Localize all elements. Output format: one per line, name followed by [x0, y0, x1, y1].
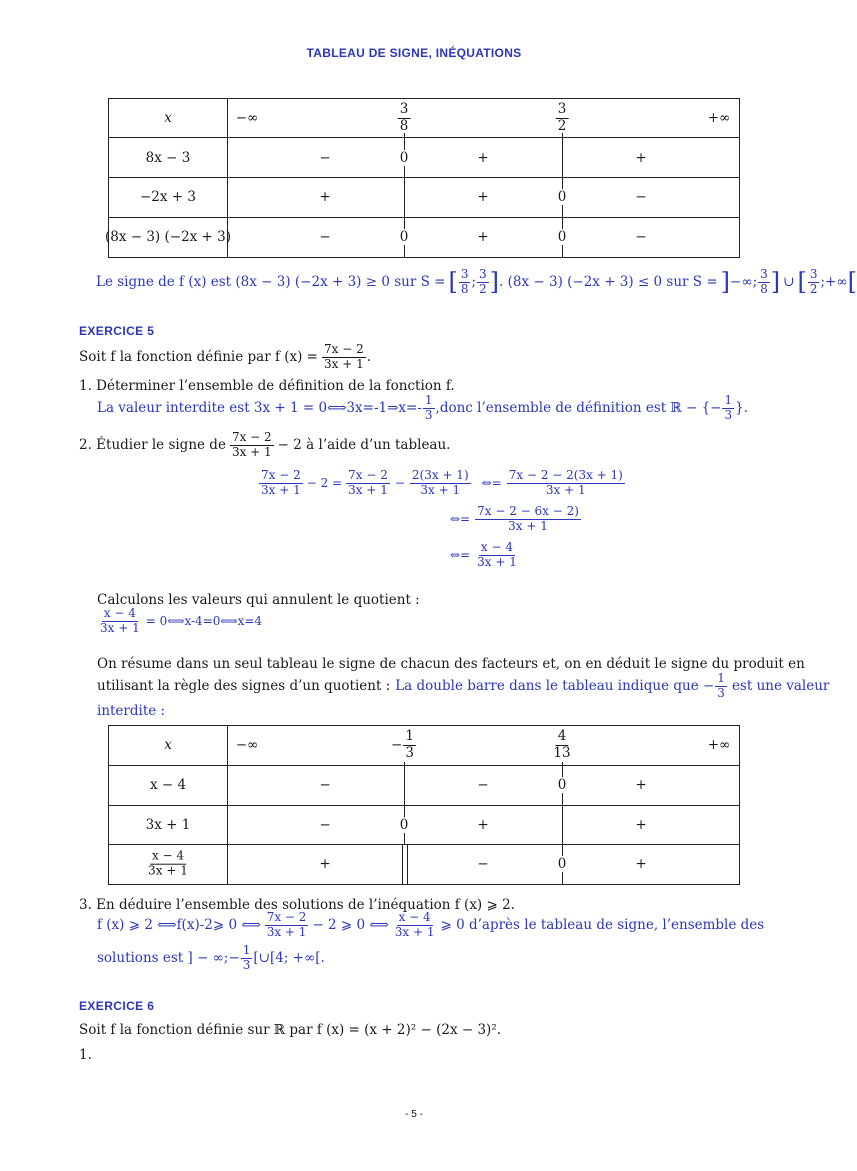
root-minus-1-3: − $\frac{1}{3}$ — [391, 727, 414, 761]
calc-line-3: ⇔= $\frac{x - 4}{3x + 1}$ — [450, 540, 517, 569]
row-label: $\frac{x - 4}{3x + 1}$ — [148, 848, 188, 878]
answer-3-line-1: f (x) ⩾ 2 ⟺f(x)-2⩾ 0 ⟺ $\frac{7x - 2}{3x + 1}$ − 2 ⩾ 0 ⟺ $\frac{x - 4}{3x + 1}$ ⩾ 0 d’après le tableau de signe, l’ensemble des — [97, 910, 765, 939]
resume-line-1: On résume dans un seul tableau le signe de chacun des facteurs et, on en déduit le signe du produit en — [97, 656, 805, 672]
row-label: −2x + 3 — [140, 189, 196, 205]
exercise-6-title: EXERCICE 6 — [79, 999, 155, 1013]
root-3-2: $\frac{3}{2}$ — [557, 100, 567, 134]
ex5-intro: Soit f la fonction définie par f (x) = $\frac{7x - 2}{3x + 1}$ . — [79, 342, 372, 371]
sign-table-1: x −∞ $\frac{3}{8}$ $\frac{3}{2}$ +∞ 8x − 3 − 0 + + −2x + 3 + + 0 − (8x − 3) (−2x + 3) − 0 + 0 − — [108, 98, 740, 258]
x-label: x — [164, 737, 172, 753]
question-1: 1. Déterminer l’ensemble de définition de la fonction f. — [79, 378, 455, 394]
sign-table-2: x −∞ − $\frac{1}{3}$ $\frac{4}{13}$ +∞ x − 4 − − 0 + 3x + 1 − 0 + + $\frac{x - 4}{3x + 1}$ + − 0 + — [108, 725, 740, 885]
calc-line-2: ⇔= $\frac{7x - 2 - 6x - 2)}{3x + 1}$ — [450, 504, 579, 533]
row-label: (8x − 3) (−2x + 3) — [104, 229, 232, 245]
answer-1: La valeur interdite est 3x + 1 = 0⟺3x=-1⇒x=- $\frac{1}{3}$ ,donc l’ensemble de définition est ℝ − {− $\frac{1}{3}$ }. — [97, 393, 748, 422]
row-label: 8x − 3 — [145, 150, 191, 166]
ex6-intro: Soit f la fonction définie sur ℝ par f (x) = (x + 2)² − (2x − 3)². — [79, 1022, 502, 1038]
x-label: x — [164, 110, 172, 126]
plus-infinity: +∞ — [707, 737, 731, 753]
answer-3-line-2: solutions est ] − ∞;− $\frac{1}{3}$ [∪[4; +∞[. — [97, 943, 325, 972]
question-2: 2. Étudier le signe de $\frac{7x - 2}{3x + 1}$ − 2 à l’aide d’un tableau. — [79, 430, 451, 459]
question-3: 3. En déduire l’ensemble des solutions de l’inéquation f (x) ⩾ 2. — [79, 897, 515, 913]
row-label: 3x + 1 — [145, 817, 191, 833]
conclusion-line: Le signe de f (x) est (8x − 3) (−2x + 3) ≥ 0 sur S = [ $\frac{3}{8}$ ; $\frac{3}{2}$ ] . (8x − 3) (−2x + 3) ≤ 0 sur S = ] −∞; $\frac{3}{8}$ ] ∪ [ $\frac{3}{2}$ ;+∞ [ — [96, 266, 857, 296]
calc-line-1: $\frac{7x - 2}{3x + 1}$ − 2 = $\frac{7x - 2}{3x + 1}$ − $\frac{2(3x + 1)}{3x + 1}$ ⇔= $\frac{7x - 2 - 2(3x + 1)}{3x + 1}$ — [261, 468, 623, 497]
exercise-5-title: EXERCICE 5 — [79, 324, 155, 338]
resume-line-3: interdite : — [97, 703, 166, 719]
row-label: x − 4 — [149, 777, 187, 793]
plus-infinity: +∞ — [707, 110, 731, 126]
ex6-question-1: 1. — [79, 1047, 92, 1063]
minus-infinity: −∞ — [235, 110, 259, 126]
calculons-text: Calculons les valeurs qui annulent le quotient : — [97, 592, 420, 608]
root-4-13: $\frac{4}{13}$ — [553, 727, 571, 761]
root-3-8: $\frac{3}{8}$ — [399, 100, 409, 134]
zero-line: $\frac{x - 4}{3x + 1}$ = 0⟺x-4=0⟺x=4 — [100, 606, 263, 635]
page-number: - 5 - — [405, 1109, 423, 1120]
minus-infinity: −∞ — [235, 737, 259, 753]
resume-line-2: utilisant la règle des signes d’un quotient : La double barre dans le tableau indique que − $\frac{1}{3}$ est une valeur — [97, 671, 830, 700]
page-title: TABLEAU DE SIGNE, INÉQUATIONS — [306, 46, 522, 60]
